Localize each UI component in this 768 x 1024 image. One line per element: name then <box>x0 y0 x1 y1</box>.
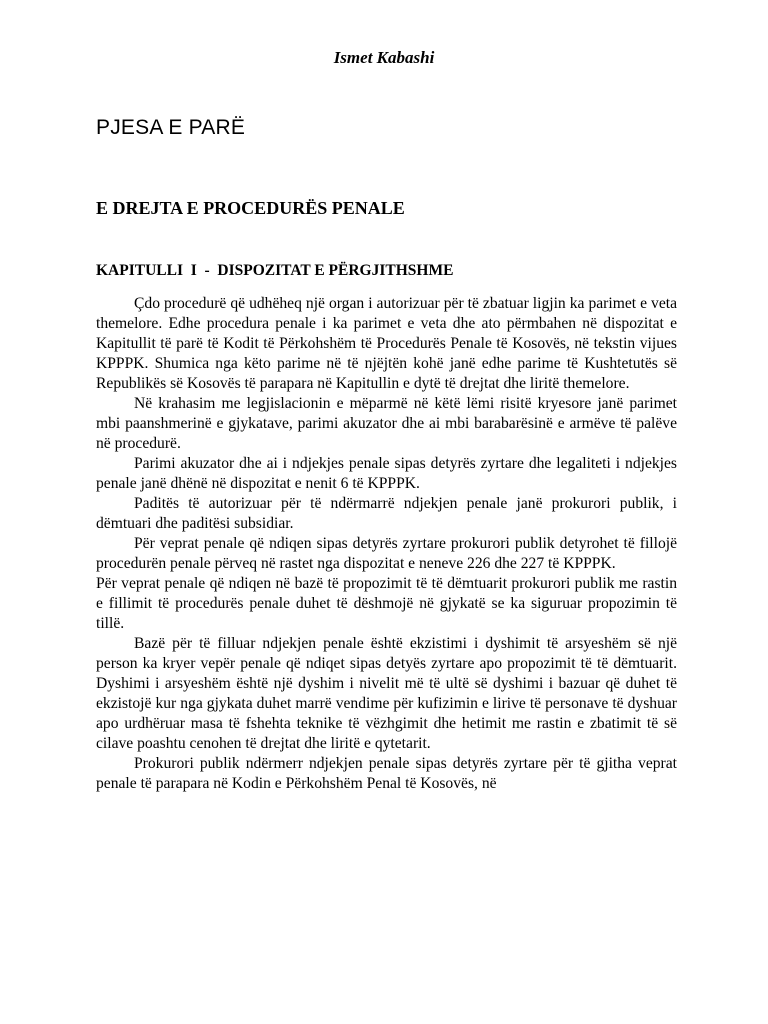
chapter-title: KAPITULLI I - DISPOZITAT E PËRGJITHSHME <box>96 262 454 279</box>
running-header-author: Ismet Kabashi <box>333 48 435 67</box>
paragraph: Parimi akuzator dhe ai i ndjekjes penale sipas detyrës zyrtare dhe legaliteti i ndjekjes penale janë dhënë në dispozitat e nenit 6 të KPPPK. <box>96 455 677 492</box>
section-title: E DREJTA E PROCEDURËS PENALE <box>96 198 405 218</box>
body-text <box>96 294 677 794</box>
paragraph: Çdo procedurë që udhëheq një organ i autorizuar për të zbatuar ligjin ka parimet e veta themelore. Edhe procedura penale i ka parimet e veta dhe ato përmbahen në dispozitat e Kapitullit të parë të Kodit të Përkohshëm të Procedurës Penale të Kosovës, në tekstin vijues KPPPK. Shumica nga këto parime në të njëjtën kohë janë edhe parime të Kushtetutës së Republikës së Kosovës të parapara në Kapitullin e dytë të drejtat dhe liritë themelore. <box>96 295 677 392</box>
paragraph: Prokurori publik ndërmerr ndjekjen penale sipas detyrës zyrtare për të gjitha veprat penale të parapara në Kodin e Përkohshëm Penal të Kosovës, në <box>96 755 677 792</box>
paragraph: Në krahasim me legjislacionin e mëparmë në këtë lëmi risitë kryesore janë parimet mbi paanshmerinë e gjykatave, parimi akuzator dhe ai mbi barabarësinë e armëve të palëve në procedurë. <box>96 395 677 452</box>
paragraph: Bazë për të filluar ndjekjen penale është ekzistimi i dyshimit të arsyeshëm së një person ka kryer vepër penale që ndiqet sipas detyës zyrtare apo propozimit të të dëmtuarit. Dyshimi i arsyeshëm është një dyshim i nivelit më të ultë së dyshimi i bazuar që duhet të ekzistojë kur nga gjykata duhet marrë vendime për kufizimin e lirive të personave të dyshuar apo urdhëruar masa të fshehta teknike të vëzhgimit dhe hetimit me rastin e zbatimit të së cilave poashtu cenohen të drejtat dhe liritë e qytetarit. <box>96 635 677 752</box>
part-title: PJESA E PARË <box>96 116 246 139</box>
paragraph: Për veprat penale që ndiqen në bazë të propozimit të të dëmtuarit prokurori publik me rastin e fillimit të procedurës penale duhet të dëshmojë në gjykatë se ka siguruar propozimin të tillë. <box>96 575 677 632</box>
paragraph: Për veprat penale që ndiqen sipas detyrës zyrtare prokurori publik detyrohet të fillojë procedurën penale përveq në rastet nga dispozitat e neneve 226 dhe 227 të KPPPK. <box>96 535 677 572</box>
paragraph: Paditës të autorizuar për të ndërmarrë ndjekjen penale janë prokurori publik, i dëmtuari dhe paditësi subsidiar. <box>96 495 677 532</box>
